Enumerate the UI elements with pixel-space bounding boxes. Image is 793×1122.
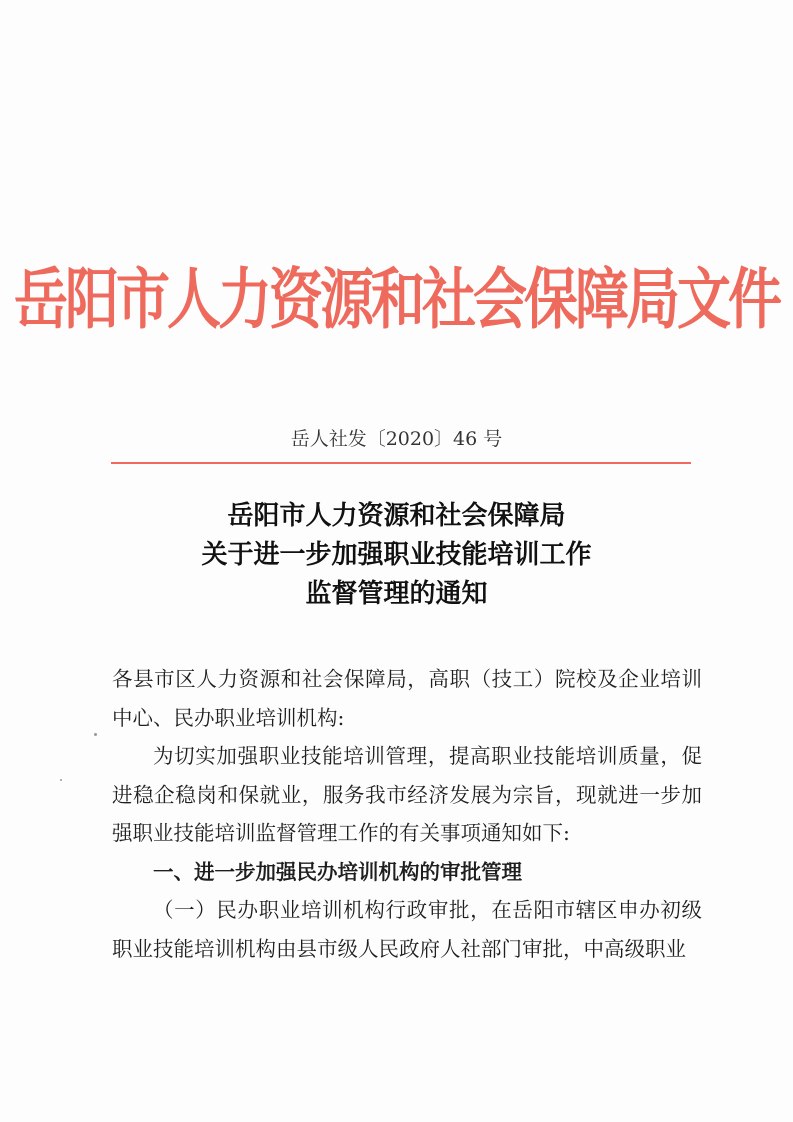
notice-title-line-1: 岳阳市人力资源和社会保障局: [227, 501, 566, 531]
section-1-item-1-paragraph: （一）民办职业培训机构行政审批，在岳阳市辖区申办初级职业技能培训机构由县市级人民政府人社部门审批，中高级职业: [112, 898, 702, 961]
document-number: 岳人社发〔2020〕46 号: [290, 428, 503, 450]
scan-speck: [94, 733, 97, 736]
intro-paragraph: 为切实加强职业技能培训管理，提高职业技能培训质量，促进稳企稳岗和保就业，服务我市经济发展为宗旨，现就进一步加强职业技能培训监督管理工作的有关事项通知如下:: [112, 744, 702, 845]
addressee-paragraph: 各县市区人力资源和社会保障局，高职（技工）院校及企业培训中心、民办职业培训机构:: [112, 667, 702, 730]
section-1-heading: 一、进一步加强民办培训机构的审批管理: [153, 859, 522, 884]
scan-speck: [60, 779, 62, 781]
red-divider-line: [111, 462, 691, 464]
issuer-header-title: 岳阳市人力资源和社会保障局文件: [14, 259, 779, 338]
notice-body: [112, 660, 702, 968]
notice-title: [0, 497, 793, 614]
notice-title-line-2: 关于进一步加强职业技能培训工作: [201, 540, 592, 570]
notice-title-line-3: 监督管理的通知: [305, 579, 488, 609]
